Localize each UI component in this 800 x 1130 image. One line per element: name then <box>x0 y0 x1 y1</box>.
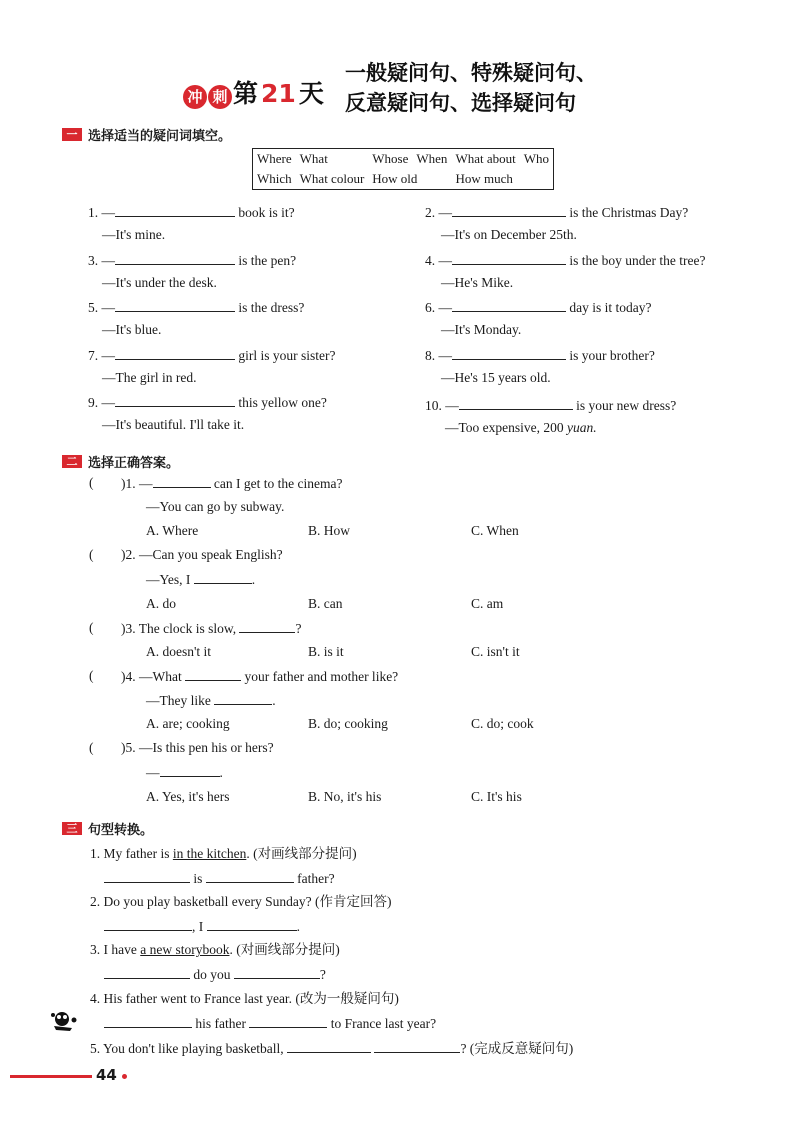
s1-item-9: 9. — this yellow one? <box>88 395 327 410</box>
day-number: 21 <box>261 79 296 108</box>
word: Where <box>257 151 292 166</box>
q4-option-c[interactable]: C. do; cook <box>471 716 534 731</box>
q4-option-a[interactable]: A. are; cooking <box>146 716 230 731</box>
q2-option-a[interactable]: A. do <box>146 596 176 611</box>
section-2-mark: 二 <box>62 455 82 468</box>
word: What about <box>455 151 516 166</box>
word: Whose <box>372 151 409 166</box>
word: How old <box>372 171 418 186</box>
word: What <box>299 151 328 166</box>
q3-stem: )3. The clock is slow, ? <box>121 621 302 636</box>
word: What colour <box>299 171 365 186</box>
s3-sentence-1: 1. My father is in the kitchen. (对画线部分提问) <box>90 846 357 861</box>
q4-line2: —They like . <box>146 693 276 708</box>
s1-item-8: 8. — is your brother? <box>425 348 655 363</box>
s1-answer-5: —It's blue. <box>102 322 162 337</box>
q5-option-c[interactable]: C. It's his <box>471 789 522 804</box>
q5-line2: — . <box>146 765 223 780</box>
q5-option-a[interactable]: A. Yes, it's hers <box>146 789 230 804</box>
lesson-title <box>183 74 324 110</box>
mascot-icon <box>50 1008 78 1032</box>
q3-option-a[interactable]: A. doesn't it <box>146 644 212 659</box>
word-bank <box>252 148 554 190</box>
q4-paren: ( <box>89 668 94 683</box>
day-suffix: 天 <box>298 79 324 108</box>
word: Who <box>523 151 550 166</box>
s3-sentence-3: 3. I have a new storybook. (对画线部分提问) <box>90 942 340 957</box>
q4-option-b[interactable]: B. do; cooking <box>308 716 388 731</box>
section-1-heading: 选择适当的疑问词填空。 <box>88 129 232 144</box>
q2-paren: ( <box>89 547 94 562</box>
page-number: 44 <box>96 1066 117 1084</box>
q5-stem: )5. —Is this pen his or hers? <box>121 740 274 755</box>
s1-item-1: 1. — book is it? <box>88 205 295 220</box>
s3-sentence-4: 4. His father went to France last year. (改为一般疑问句) <box>90 991 399 1006</box>
q1-option-a[interactable]: A. Where <box>146 523 199 538</box>
word-bank-row-2 <box>253 169 554 190</box>
word: Which <box>257 171 292 186</box>
s1-item-6: 6. — day is it today? <box>425 300 652 315</box>
page-bar <box>10 1075 92 1078</box>
s3-fill-3: do you ? <box>104 965 326 984</box>
s1-answer-1: —It's mine. <box>102 227 166 242</box>
s3-sentence-2: 2. Do you play basketball every Sunday? (作肯定回答) <box>90 894 392 909</box>
topic-line-2: 反意疑问句、选择疑问句 <box>345 91 576 115</box>
topic-line-1: 一般疑问句、特殊疑问句、 <box>345 61 597 85</box>
q2-line2: —Yes, I . <box>146 572 256 587</box>
s1-answer-6: —It's Monday. <box>441 322 522 337</box>
q2-option-b[interactable]: B. can <box>308 596 343 611</box>
s1-answer-9: —It's beautiful. I'll take it. <box>102 417 245 432</box>
title-badge-2: 刺 <box>208 85 232 109</box>
q1-stem: )1. — can I get to the cinema? <box>121 476 343 491</box>
word: How much <box>455 171 513 186</box>
s3-fill-2: , I . <box>104 917 300 936</box>
q1-option-c[interactable]: C. When <box>471 523 519 538</box>
section-3-mark: 三 <box>62 822 82 835</box>
q3-option-b[interactable]: B. is it <box>308 644 344 659</box>
q5-option-b[interactable]: B. No, it's his <box>308 789 382 804</box>
s1-answer-10: —Too expensive, 200 yuan. <box>445 420 597 435</box>
s3-fill-1: is father? <box>104 869 335 888</box>
s1-answer-8: —He's 15 years old. <box>441 370 551 385</box>
s1-item-5: 5. — is the dress? <box>88 300 305 315</box>
s1-item-7: 7. — girl is your sister? <box>88 348 336 363</box>
s3-fill-4: his father to France last year? <box>104 1014 436 1033</box>
word: When <box>416 151 448 166</box>
s1-answer-3: —It's under the desk. <box>102 275 217 290</box>
title-badge-1: 冲 <box>183 85 207 109</box>
s1-answer-2: —It's on December 25th. <box>441 227 577 242</box>
q2-option-c[interactable]: C. am <box>471 596 504 611</box>
q3-paren: ( <box>89 620 94 635</box>
s1-answer-4: —He's Mike. <box>441 275 514 290</box>
q1-line2: —You can go by subway. <box>146 499 285 514</box>
q2-stem: )2. —Can you speak English? <box>121 547 283 562</box>
q4-stem: )4. —What your father and mother like? <box>121 669 399 684</box>
day-prefix: 第 <box>233 79 259 108</box>
q1-paren: ( <box>89 475 94 490</box>
s1-item-10: 10. — is your new dress? <box>425 398 677 413</box>
s3-sentence-5: 5. You don't like playing basketball, ? (完成反意疑问句) <box>90 1041 574 1056</box>
section-1-mark: 一 <box>62 128 82 141</box>
q5-paren: ( <box>89 740 94 755</box>
s1-answer-7: —The girl in red. <box>102 370 197 385</box>
q1-option-b[interactable]: B. How <box>308 523 351 538</box>
page-dot-icon <box>122 1074 127 1079</box>
section-3-heading: 句型转换。 <box>88 823 154 838</box>
q3-option-c[interactable]: C. isn't it <box>471 644 520 659</box>
section-2-heading: 选择正确答案。 <box>88 456 180 471</box>
s1-item-2: 2. — is the Christmas Day? <box>425 205 689 220</box>
s1-item-3: 3. — is the pen? <box>88 253 297 268</box>
word-bank-row-1 <box>253 149 554 170</box>
s1-item-4: 4. — is the boy under the tree? <box>425 253 706 268</box>
